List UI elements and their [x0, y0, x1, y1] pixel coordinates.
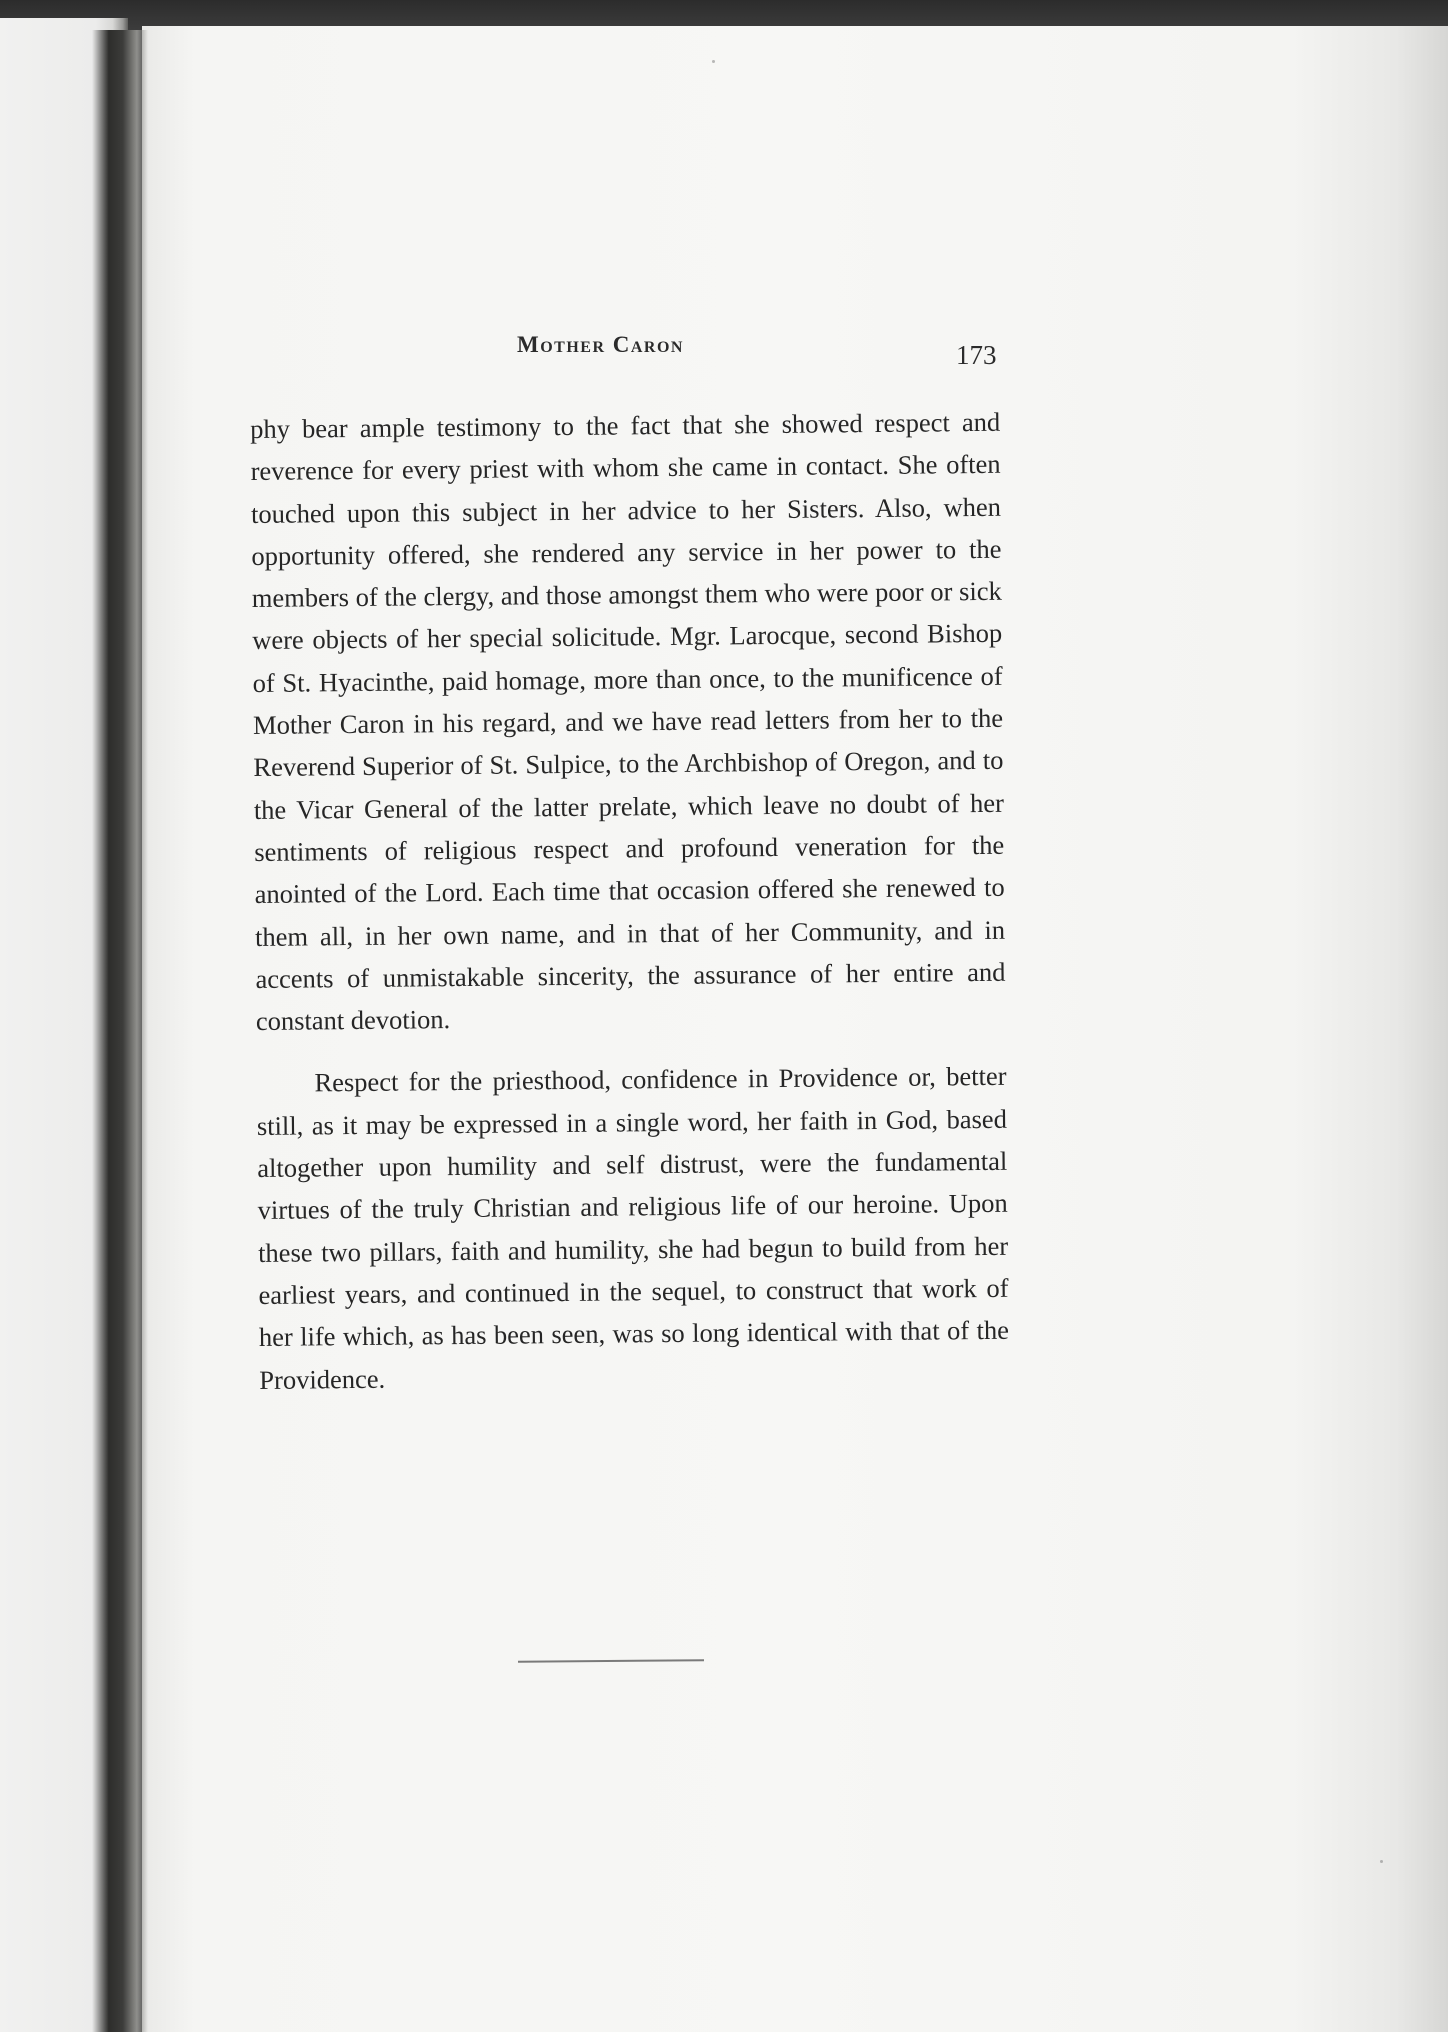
paragraph: Respect for the priesthood, confidence in Providence or, better still, as it may be expressed in a single word, her faith in God, based altogether upon humility and self distrust, were the fundamental virtues of the truly Christian and religious life of our heroine. Upon these two pillars, faith and humility, she had begun to build from her earliest years, and continued in the sequel, to construct that work of her life which, as has been seen, was so long identical with that of the Providence.	[256, 1061, 1010, 1395]
page-number: 173	[956, 340, 997, 370]
scan-speck	[1380, 1860, 1383, 1863]
body-text	[250, 401, 1009, 1401]
running-head: Mother Caron	[517, 332, 684, 357]
book-gutter-shadow	[92, 30, 148, 2032]
scan-speck	[712, 60, 715, 63]
paragraph: phy bear ample testimony to the fact that she showed respect and reverence for every priest with whom she came in contact. She often touched upon this subject in her advice to her Sisters. Also, when opportunity offered, she rendered any service in her power to the members of the clergy, and those amongst them who were poor or sick were objects of her special solicitude. Mgr. Larocque, second Bishop of St. Hyacinthe, paid homage, more than once, to the munificence of Mother Caron in his regard, and we have read letters from her to the Reverend Superior of St. Sulpice, to the Archbishop of Oregon, and to the Vicar General of the latter prelate, which leave no doubt of her sentiments of religious respect and profound veneration for the anointed of the Lord. Each time that occasion offered she renewed to them all, in her own name, and in that of her Community, and in accents of unmistakable sincerity, the assurance of her entire and constant devotion.	[250, 406, 1006, 1037]
